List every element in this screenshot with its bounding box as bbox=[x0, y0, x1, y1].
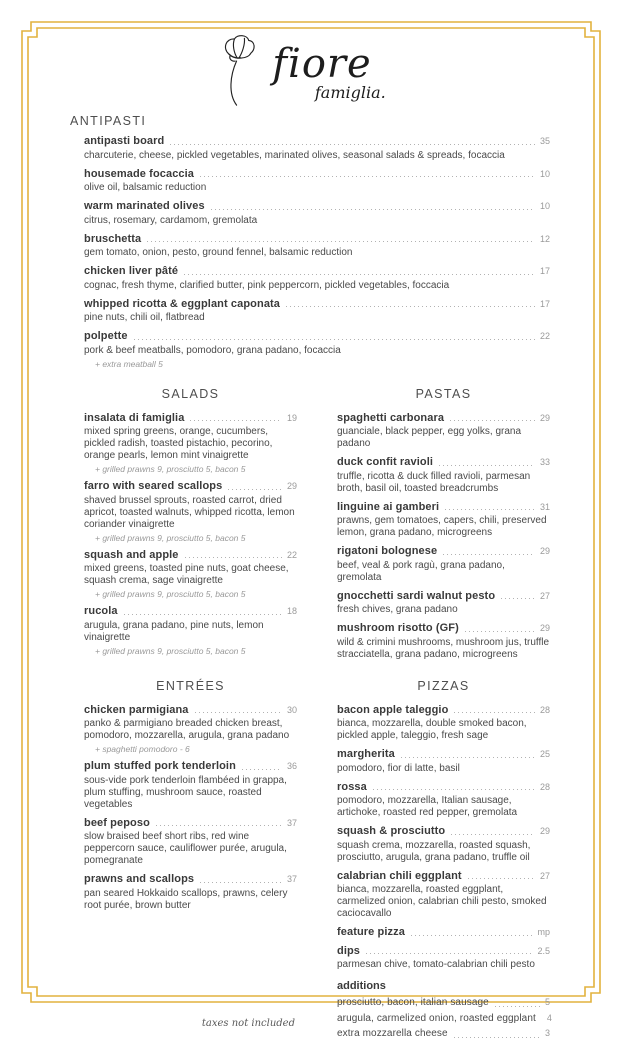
item-description: citrus, rosemary, cardamom, gremolata bbox=[84, 214, 258, 226]
item-name: spaghetti carbonara bbox=[337, 411, 445, 424]
menu-item bbox=[337, 412, 550, 451]
dotted-leader bbox=[465, 631, 535, 632]
section-entrees bbox=[84, 667, 297, 1043]
item-price: 29 bbox=[539, 546, 550, 556]
dotted-leader bbox=[170, 144, 535, 145]
item-name: linguine ai gamberi bbox=[337, 500, 440, 513]
dotted-leader bbox=[195, 712, 282, 713]
item-name: chicken liver pâté bbox=[84, 265, 179, 277]
item-addon-note: + grilled prawns 9, prosciutto 5, bacon 5 bbox=[95, 589, 246, 599]
dotted-leader bbox=[495, 1006, 540, 1007]
menu-item bbox=[337, 456, 550, 495]
section-title-salads: SALADS bbox=[161, 386, 220, 401]
item-name: prosciutto, bacon, italian sausage bbox=[337, 997, 489, 1008]
dotted-leader bbox=[411, 935, 533, 936]
menu-item-line bbox=[337, 996, 550, 1010]
dotted-leader bbox=[450, 420, 535, 421]
menu-item bbox=[84, 330, 550, 369]
item-name: prawns and scallops bbox=[84, 873, 195, 885]
item-name: bruschetta bbox=[84, 232, 142, 245]
menu-item-line bbox=[84, 412, 297, 425]
item-price: 29 bbox=[539, 623, 550, 633]
item-price: mp bbox=[537, 927, 550, 937]
menu-item bbox=[84, 168, 550, 195]
section-pastas bbox=[337, 375, 550, 667]
menu-item bbox=[84, 135, 550, 162]
item-price: 27 bbox=[539, 870, 550, 881]
section-title-pizzas: PIZZAS bbox=[417, 678, 470, 693]
item-price: 33 bbox=[539, 457, 550, 467]
menu-item bbox=[337, 501, 550, 540]
item-price: 28 bbox=[539, 704, 550, 715]
additions-block bbox=[337, 980, 550, 1041]
menu-content bbox=[70, 26, 550, 1043]
item-name: dips bbox=[337, 944, 361, 957]
item-price: 5 bbox=[544, 997, 550, 1007]
item-name: bacon apple taleggio bbox=[337, 703, 449, 716]
dotted-leader bbox=[184, 274, 535, 275]
brand-subtitle: famiglia. bbox=[314, 83, 386, 102]
menu-item bbox=[84, 549, 297, 600]
dotted-leader bbox=[451, 834, 535, 835]
menu-item bbox=[337, 704, 550, 743]
menu-item-line bbox=[84, 760, 297, 773]
item-price: 22 bbox=[539, 331, 550, 341]
menu-item-line bbox=[337, 1012, 550, 1026]
menu-item bbox=[84, 817, 297, 868]
item-price: 29 bbox=[286, 481, 297, 491]
item-price: 27 bbox=[539, 590, 550, 601]
menu-item bbox=[84, 298, 550, 325]
menu-item-line bbox=[84, 549, 297, 562]
item-description: squash crema, mozzarella, roasted squash, prosciutto, arugula, grana padano, truffle oil bbox=[337, 839, 531, 863]
item-price: 12 bbox=[539, 233, 550, 244]
menu-item-line bbox=[84, 233, 550, 246]
item-addon-note: + extra meatball 5 bbox=[95, 358, 163, 369]
section-pizzas bbox=[337, 667, 550, 1043]
item-price: 22 bbox=[286, 549, 297, 560]
menu-item-line bbox=[337, 748, 550, 761]
menu-item-line bbox=[337, 704, 550, 717]
item-price: 30 bbox=[286, 704, 297, 715]
menu-item bbox=[337, 825, 550, 864]
salads-items bbox=[84, 412, 297, 656]
item-price: 18 bbox=[286, 606, 297, 616]
item-name: extra mozzarella cheese bbox=[337, 1028, 448, 1039]
menu-item-line bbox=[337, 412, 550, 425]
menu-item bbox=[337, 996, 550, 1010]
item-description: panko & parmigiano breaded chicken breast, pomodoro, mozzarella, arugula, grana padano bbox=[84, 718, 290, 741]
flower-icon bbox=[218, 34, 258, 108]
brand-name: fiore bbox=[272, 41, 372, 87]
pizzas-items bbox=[337, 704, 550, 972]
menu-item-line bbox=[84, 168, 550, 181]
additions-items bbox=[337, 996, 550, 1041]
item-name: margherita bbox=[337, 748, 395, 760]
dotted-leader bbox=[124, 614, 282, 615]
item-price: 10 bbox=[539, 201, 550, 211]
menu-columns bbox=[70, 375, 550, 1043]
entrees-items bbox=[84, 704, 297, 918]
item-price: 37 bbox=[286, 874, 297, 884]
item-addon-note: + grilled prawns 9, prosciutto 5, bacon 5 bbox=[95, 645, 246, 656]
dotted-leader bbox=[147, 241, 535, 242]
menu-item-line bbox=[337, 501, 550, 514]
menu-item bbox=[84, 704, 297, 755]
dotted-leader bbox=[134, 339, 535, 340]
item-price: 19 bbox=[286, 412, 297, 423]
dotted-leader bbox=[445, 509, 535, 510]
menu-item-line bbox=[84, 873, 297, 886]
item-description: wild & crimini mushrooms, mushroom jus, truffle stracciatella, grana padano, microgreens bbox=[337, 636, 550, 660]
menu-item bbox=[337, 622, 550, 661]
menu-item-line bbox=[84, 704, 297, 717]
item-name: squash & prosciutto bbox=[337, 825, 446, 837]
dotted-leader bbox=[501, 598, 535, 599]
menu-item bbox=[337, 590, 550, 617]
menu-item bbox=[84, 873, 297, 912]
item-description: pomodoro, mozzarella, Italian sausage, artichoke, roasted red pepper, gremolata bbox=[337, 795, 518, 818]
item-description: bianca, mozzarella, double smoked bacon, pickled apple, taleggio, fresh sage bbox=[337, 718, 527, 741]
menu-item-line bbox=[337, 622, 550, 635]
dotted-leader bbox=[242, 769, 282, 770]
dotted-leader bbox=[454, 712, 535, 713]
item-name: insalata di famiglia bbox=[84, 411, 185, 424]
item-description: slow braised beef short ribs, red wine peppercorn sauce, cauliflower purée, arugula, pomegranate bbox=[84, 831, 287, 866]
menu-item bbox=[84, 480, 297, 543]
item-name: squash and apple bbox=[84, 548, 179, 561]
item-price: 4 bbox=[546, 1012, 552, 1023]
menu-item-line bbox=[84, 265, 550, 278]
item-price: 36 bbox=[286, 761, 297, 771]
menu-item-line bbox=[84, 330, 550, 343]
item-price: 31 bbox=[539, 501, 550, 512]
item-name: rigatoni bolognese bbox=[337, 545, 438, 557]
menu-item bbox=[337, 781, 550, 820]
item-description: pan seared Hokkaido scallops, prawns, celery root purée, brown butter bbox=[84, 887, 288, 911]
dotted-leader bbox=[200, 882, 282, 883]
dotted-leader bbox=[185, 557, 282, 558]
dotted-leader bbox=[366, 953, 532, 954]
item-price: 10 bbox=[539, 168, 550, 179]
item-price: 35 bbox=[539, 136, 550, 146]
menu-item-line bbox=[84, 200, 550, 213]
menu-item-line bbox=[337, 781, 550, 794]
section-title-entrees: ENTRÉES bbox=[156, 678, 225, 693]
item-description: mixed spring greens, orange, cucumbers, pickled radish, toasted pistachio, pecorino, orange pearls, lemon mint vinaigrette bbox=[84, 426, 273, 461]
item-name: duck confit ravioli bbox=[337, 456, 434, 468]
item-description: truffle, ricotta & duck filled ravioli, parmesan broth, basil oil, toasted breadcrumbs bbox=[337, 470, 531, 494]
section-title-antipasti: ANTIPASTI bbox=[70, 114, 147, 128]
item-description: sous-vide pork tenderloin flambéed in grappa, plum stuffing, mushroom sauce, roasted vegetables bbox=[84, 774, 287, 810]
item-name: rossa bbox=[337, 780, 367, 793]
item-price: 17 bbox=[539, 298, 550, 309]
item-addon-note: + grilled prawns 9, prosciutto 5, bacon 5 bbox=[95, 532, 246, 543]
menu-item-line bbox=[337, 1027, 550, 1041]
item-description: bianca, mozzarella, roasted eggplant, carmelized onion, calabrian chili pesto, smoked caciocavallo bbox=[337, 884, 547, 919]
item-description: beef, veal & pork ragù, grana padano, gremolata bbox=[337, 559, 505, 583]
restaurant-logo bbox=[70, 26, 520, 108]
menu-item-line bbox=[337, 825, 550, 838]
menu-item-line bbox=[337, 870, 550, 883]
item-name: beef peposo bbox=[84, 816, 150, 829]
item-name: gnocchetti sardi walnut pesto bbox=[337, 589, 496, 602]
menu-item-line bbox=[84, 298, 550, 311]
dotted-leader bbox=[286, 306, 535, 307]
item-description: pomodoro, fior di latte, basil bbox=[337, 762, 460, 774]
menu-item bbox=[84, 233, 550, 260]
item-description: pine nuts, chili oil, flatbread bbox=[84, 312, 205, 323]
item-name: antipasti board bbox=[84, 135, 165, 147]
dotted-leader bbox=[443, 554, 535, 555]
section-title-pastas: PASTAS bbox=[415, 386, 472, 401]
menu-item bbox=[337, 945, 550, 972]
section-salads bbox=[84, 375, 297, 667]
item-price: 29 bbox=[539, 412, 550, 423]
menu-item bbox=[84, 760, 297, 811]
item-description: arugula, grana padano, pine nuts, lemon vinaigrette bbox=[84, 619, 264, 643]
menu-item bbox=[84, 200, 550, 227]
item-description: fresh chives, grana padano bbox=[337, 604, 458, 615]
menu-item-line bbox=[337, 545, 550, 558]
item-name: arugula, carmelized onion, roasted eggplant bbox=[337, 1012, 536, 1024]
menu-item bbox=[84, 605, 297, 656]
item-price: 28 bbox=[539, 781, 550, 792]
item-description: shaved brussel sprouts, roasted carrot, dried apricot, toasted walnuts, whipped ricotta, lemon coriander vinaigrette bbox=[84, 494, 295, 530]
antipasti-items bbox=[70, 135, 550, 369]
item-description: olive oil, balsamic reduction bbox=[84, 182, 207, 193]
menu-item bbox=[337, 870, 550, 921]
menu-item-line bbox=[337, 590, 550, 603]
section-antipasti bbox=[70, 114, 550, 369]
dotted-leader bbox=[468, 878, 535, 879]
item-description: prawns, gem tomatoes, capers, chili, preserved lemon, grana padano, microgreens bbox=[337, 515, 547, 538]
menu-item-line bbox=[337, 456, 550, 469]
item-addon-note: + grilled prawns 9, prosciutto 5, bacon 5 bbox=[95, 464, 246, 474]
menu-item-line bbox=[84, 817, 297, 830]
item-name: polpette bbox=[84, 330, 128, 342]
item-name: rucola bbox=[84, 605, 118, 617]
item-price: 17 bbox=[539, 266, 550, 276]
dotted-leader bbox=[200, 176, 535, 177]
item-name: warm marinated olives bbox=[84, 200, 205, 212]
menu-item-line bbox=[84, 605, 297, 618]
taxes-note: taxes not included bbox=[201, 1017, 295, 1029]
additions-title: additions bbox=[337, 980, 386, 992]
brand-text bbox=[272, 41, 386, 102]
pastas-items bbox=[337, 412, 550, 661]
dotted-leader bbox=[156, 825, 282, 826]
menu-item bbox=[84, 412, 297, 475]
dotted-leader bbox=[401, 757, 535, 758]
dotted-leader bbox=[439, 465, 535, 466]
item-description: parmesan chive, tomato-calabrian chili pesto bbox=[337, 959, 535, 970]
item-name: farro with seared scallops bbox=[84, 480, 223, 492]
item-name: feature pizza bbox=[337, 926, 405, 938]
menu-item-line bbox=[84, 480, 297, 493]
item-description: cognac, fresh thyme, clarified butter, pink peppercorn, pickled vegetables, foccacia bbox=[84, 279, 450, 291]
item-addon-note: + spaghetti pomodoro - 6 bbox=[95, 744, 190, 754]
menu-item bbox=[337, 1027, 550, 1041]
item-price: 29 bbox=[539, 826, 550, 836]
dotted-leader bbox=[228, 489, 282, 490]
menu-item bbox=[84, 265, 550, 292]
item-name: chicken parmigiana bbox=[84, 703, 189, 716]
item-price: 3 bbox=[544, 1028, 550, 1038]
item-name: calabrian chili eggplant bbox=[337, 869, 462, 882]
item-description: guanciale, black pepper, egg yolks, grana padano bbox=[337, 426, 522, 449]
menu-item-line bbox=[337, 926, 550, 939]
menu-item-line bbox=[84, 135, 550, 148]
dotted-leader bbox=[190, 420, 282, 421]
menu-item bbox=[337, 1012, 550, 1026]
item-description: gem tomato, onion, pesto, ground fennel, balsamic reduction bbox=[84, 247, 353, 258]
dotted-leader bbox=[454, 1037, 540, 1038]
menu-item bbox=[337, 748, 550, 775]
item-price: 37 bbox=[286, 817, 297, 828]
menu-item bbox=[337, 545, 550, 584]
menu-item bbox=[337, 926, 550, 939]
dotted-leader bbox=[373, 789, 535, 790]
item-description: mixed greens, toasted pine nuts, goat cheese, squash crema, sage vinaigrette bbox=[84, 563, 289, 586]
item-name: mushroom risotto (GF) bbox=[337, 622, 459, 634]
item-name: plum stuffed pork tenderloin bbox=[84, 760, 236, 772]
item-description: pork & beef meatballs, pomodoro, grana padano, focaccia bbox=[84, 344, 341, 356]
menu-item-line bbox=[337, 945, 550, 958]
item-price: 2.5 bbox=[537, 945, 550, 956]
item-price: 25 bbox=[539, 749, 550, 759]
dotted-leader bbox=[211, 209, 535, 210]
item-name: housemade focaccia bbox=[84, 167, 195, 180]
item-description: charcuterie, cheese, pickled vegetables, marinated olives, seasonal salads & spreads, focaccia bbox=[84, 149, 505, 161]
item-name: whipped ricotta & eggplant caponata bbox=[84, 297, 281, 310]
